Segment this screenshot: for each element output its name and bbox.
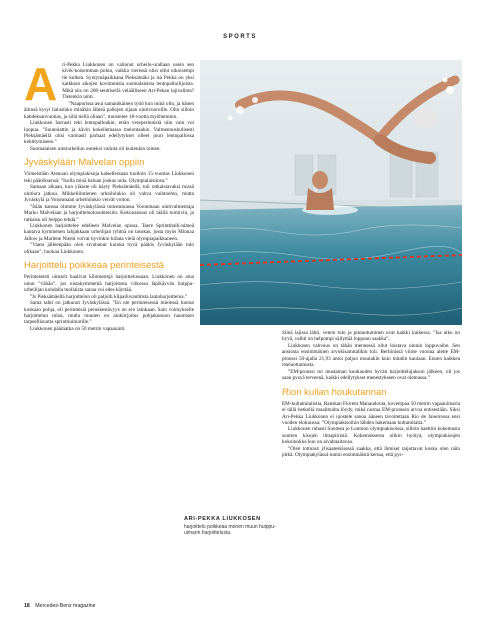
paragraph: Liukkonen harjoittelee edelleen Malvelan opissa. Taere Sprinttitalli-nimeä kantava kymmenen lahjakkaan urheilijan ryhmä on tasokas, josta myös Minnaa Jallow ja Marlene Niemi voivat hyvinkin kiilata vielä olympiapaikkaneen. — [24, 222, 194, 242]
caption-text: harjoittelu poikkeaa monen muun huippu-uimarin harjoittelusta. — [184, 524, 276, 536]
paragraph: ”Vanta jälleenpään olen sivuhanut kuinka hyvä päätös Jyväskylään tulo olikaan”, huokaa Liukkonen. — [24, 242, 194, 255]
subheading: Rion kullan houkutannan — [282, 386, 387, 398]
magazine-name: Mercedes-Benz magazine — [35, 603, 96, 609]
section-label: SPORTS — [223, 34, 257, 40]
article-column-left — [24, 58, 194, 332]
paragraph: ”Naapurissa asui samanikäinen tyttö kun minä olin, ja hänen äitinsä kysyi halusinko minäkin lähteä pallojen sijaan uintivuoroille. Olin silloin kahdeksanvuotias, ja sillä tiellä ollaan”, muistelee 18-vuotta myöhemmin. — [24, 100, 194, 120]
paragraph: ”Olen tottunut ylisaateskisessä saakka, että ihmiset taijottavat koska olen näin pitkä. Olympiakylässä tuntui ensimmäistä kertaa, että pys- — [282, 445, 460, 459]
paragraph: Sama tahti on jatkunut Jyväskylässä. ”En ole perinteisessä mielessä luonut koskaan pohja, oli perinteisiä peruskestävyys on ero lainkaan. Sain voimykselle harjoittelun tuloa, mutta muuten en ainkiirjoitus pohjakunnon haumisen tarpeellisuutta sprinttiuimarille.” — [24, 300, 194, 326]
paragraph: Liukkonen harrasti teki lentopalloakin, ettän vereperinnistä niin vain voi luopua. ”Suunniattin ja kävin kokeilemassa melontaakin. Valmennuskulisesti Pieksämäellä olisi varmasti parhaat edellytykset olleet juuri lentopallossa kehittymiseen.” — [24, 120, 194, 146]
page-footer — [24, 603, 96, 609]
article-column-right — [282, 330, 460, 459]
page-number: 18 — [24, 603, 30, 609]
paragraph: Liukkonen päämatka on 50 metrin vapaauinti. — [30, 325, 126, 332]
swimmer-photo — [200, 60, 462, 325]
paragraph: EM-kultamitalistia, Ranskan Florent Manaudouta, kovempaa 50 metrin vapaauimaria ei tällä hetkellä maailmalta löydy, mikä nostaa EM-pronssin arvoa entisestään. Siksi Ari-Pekka Liukkonen ei ujostele sanoa ääneen tavoitettaan Rio de Janeirossa ensi vuoden elokuussa: ”Olympiakisoihin lähden hakemaan kultamitalia.” — [282, 400, 460, 426]
paragraph: Viimeistään Atenoan olympiakisoja katsellessaan tuolloin 15-vuotias Liukkonen teki päätöksensä: ”Isolla minä haluan joskus uida. Olympialaisiinsa.” — [24, 171, 194, 184]
paragraph: Perinteisesti uimarit haalivat kilometrejä harjoittelussaan. Liukkonen on aina uinut ”vähän”, jos nistakymmentä harjoitusta viikossa läpikäyvän huippu-urheilijan kohdalla tuollaista sanaa voi edes käyttää. — [24, 274, 194, 294]
paragraph: ”Islän kanssa olimme Jyväskylässä tutustumassa Voionmaan uintivalmentaja Marko Malvelaan ja harjoitteluolosuhteisiin. Kokonaisuus oli täällä toimivin, ja ratkaisu oli helppo tehdä.” — [24, 203, 194, 223]
paragraph: Liukkosen vahvuus on tähän mennessä ollut loistava uinnin loppuvaihe. Sen ansiosta ensimmäinen arvokisamitalikin tuli. Berliinissä viime vuonna alette EM-pronssi 50-ajalla 21,93 antoi paljon muutakin kuin mitalin kaulaan. Ennen kaikkea itseluottamusta. — [282, 342, 460, 369]
paragraph: Suomalaisen uintiurheilun onneksi valinta oli kuitenkin toinen. — [30, 145, 161, 152]
drop-cap: A — [24, 58, 58, 110]
paragraph: Samaan aikaan, kun yläaste oli käyty Pieksämäellä, tuli ratkaistavaksi missä uintiura jatkuu. Mikkeliiintienen urheilulukio oli vahva vaihtoehto, mutta Jyväskylä ja Voionmaan urheilulukio veivät voiton. — [24, 184, 194, 204]
paragraph: ri-Pekka Liukkonen on valinnut urheilu-urallaan usein sen kivik-koisemman polun, vaikka vieressä olisi ollut oikoisempi tie kulkea. Syntymäpaikkana Pieksämäki ja isä Pekka on yksi kaikkien aikojen kovimmista suomalaisista lentopalloilijoista. Mikä siis on 208-senttisellä veläälliseen Ari-Pekan lajivalinta? Tietenkin uinti. — [62, 62, 194, 101]
subheading: Jyväskylään Malvelan oppiin — [24, 157, 145, 169]
paragraph: Siinä lajissa lähti, vetem tulo ja pintautuminen ovat kaikki kaikessa. ”Isa alku on hyvä, vaihti on helpompi säilyttää loppuun saakka”. — [282, 330, 460, 343]
paragraph: ”Is Pieksämäellä harjoittelun oli paljolti kilpailuvauhtista laatuharjoittelua.” — [30, 293, 188, 300]
paragraph: Liukkonen ruhasti Suomea jo Lontoon olympiakisoissa, silloin haettiin kokemusta suurten kisojen ilmapiiristä. Kokemuksesta olikin hyötyä, olympiakisojen kokoluokka kun on aivaltaaitavaa. — [282, 426, 460, 446]
photo-caption — [184, 516, 276, 536]
caption-title: ARI-PEKKA LIUKKOSEN — [184, 516, 261, 522]
subheading: Harjoittelu poikkeaa perinteisestä — [24, 260, 164, 272]
paragraph: ”EM-pronssi toi mustaman kuukauden hyvän harjoittelujakson jälkeen, oli jos saan pysyä terveenä, kaikki edellytykset menestykseen ovat olemassa.” — [282, 368, 460, 382]
